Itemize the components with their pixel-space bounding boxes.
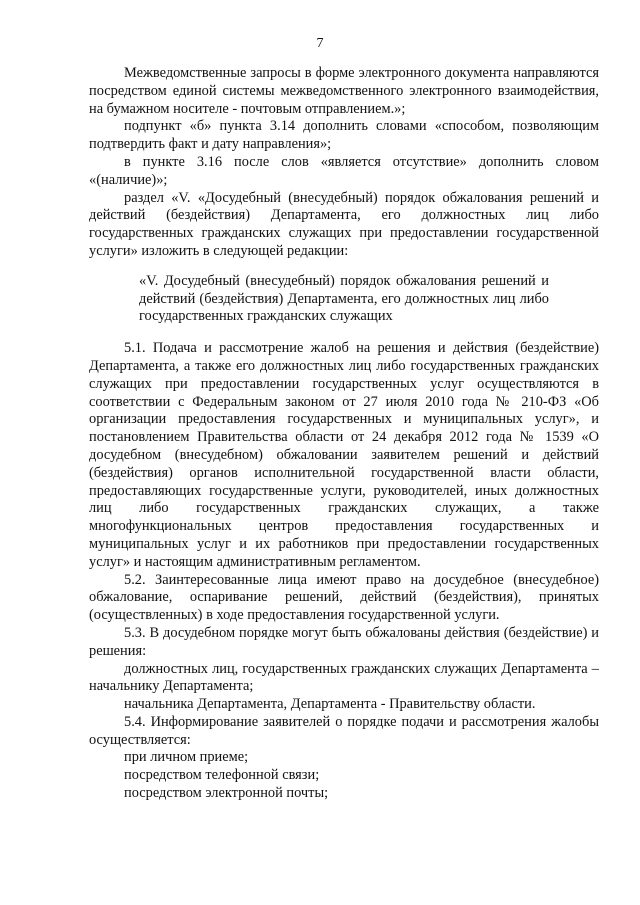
- list-item-phone: посредством телефонной связи;: [124, 767, 320, 784]
- paragraph-section-v-intro: раздел «V. «Досудебный (внесудебный) порядок обжалования решений и действий (бездействия) Департамента, его должностных лиц либо государственных гражданских служащих при предоставлении государственной услуги» изложить в следующей редакции:: [89, 189, 599, 259]
- paragraph-5-2: 5.2. Заинтересованные лица имеют право на досудебное (внесудебное) обжалование, оспаривание решений, действий (бездействия), принятых (осуществленных) в ходе предоставления государственной услуги.: [89, 571, 599, 624]
- section-heading: «V. Досудебный (внесудебный) порядок обжалования решений и действий (бездействия) Департамента, его должностных лиц либо государственных гражданских служащих: [139, 272, 549, 325]
- list-item-personal: при личном приеме;: [124, 749, 249, 766]
- list-item-officials: должностных лиц, государственных гражданских служащих Департамента – начальнику Департамента;: [89, 660, 599, 695]
- paragraph-subpoint-b: подпункт «б» пункта 3.14 дополнить словами «способом, позволяющим подтвердить факт и дату направления»;: [89, 118, 599, 153]
- list-item-head: начальника Департамента, Департамента - Правительству области.: [124, 696, 536, 713]
- paragraph-point-3-16: в пункте 3.16 после слов «является отсутствие» дополнить словом «(наличие)»;: [89, 153, 599, 188]
- document-body: [89, 65, 599, 803]
- paragraph-5-3: 5.3. В досудебном порядке могут быть обжалованы действия (бездействие) и решения:: [89, 624, 599, 659]
- paragraph-interagency-requests: Межведомственные запросы в форме электронного документа направляются посредством единой системы межведомственного электронного взаимодействия, на бумажном носителе - почтовым отправлением.»;: [89, 65, 599, 117]
- spacer: [89, 261, 599, 273]
- page-number: 7: [316, 36, 324, 51]
- spacer: [89, 326, 599, 340]
- list-item-email: посредством электронной почты;: [124, 785, 329, 802]
- paragraph-5-1: 5.1. Подача и рассмотрение жалоб на решения и действия (бездействие) Департамента, а также его должностных лиц либо государственных гражданских служащих при предоставлении государственных услуг осуществляются в соответствии с Федеральным законом от 27 июля 2010 года № 210-ФЗ «Об организации предоставления государственных и муниципальных услуг», и постановлением Правительства области от 24 декабря 2012 года № 1539 «О досудебном (внесудебном) обжаловании заявителем решений и действий (бездействия) органов исполнительной государственной власти области, предоставляющих государственные услуги, руководителей, иных должностных лиц либо государственных гражданских служащих, а также многофункциональных центров предоставления государственных и муниципальных услуг и их работников при предоставлении государственных услуг» и настоящим административным регламентом.: [89, 340, 599, 570]
- paragraph-5-4: 5.4. Информирование заявителей о порядке подачи и рассмотрения жалобы осуществляется:: [89, 713, 599, 748]
